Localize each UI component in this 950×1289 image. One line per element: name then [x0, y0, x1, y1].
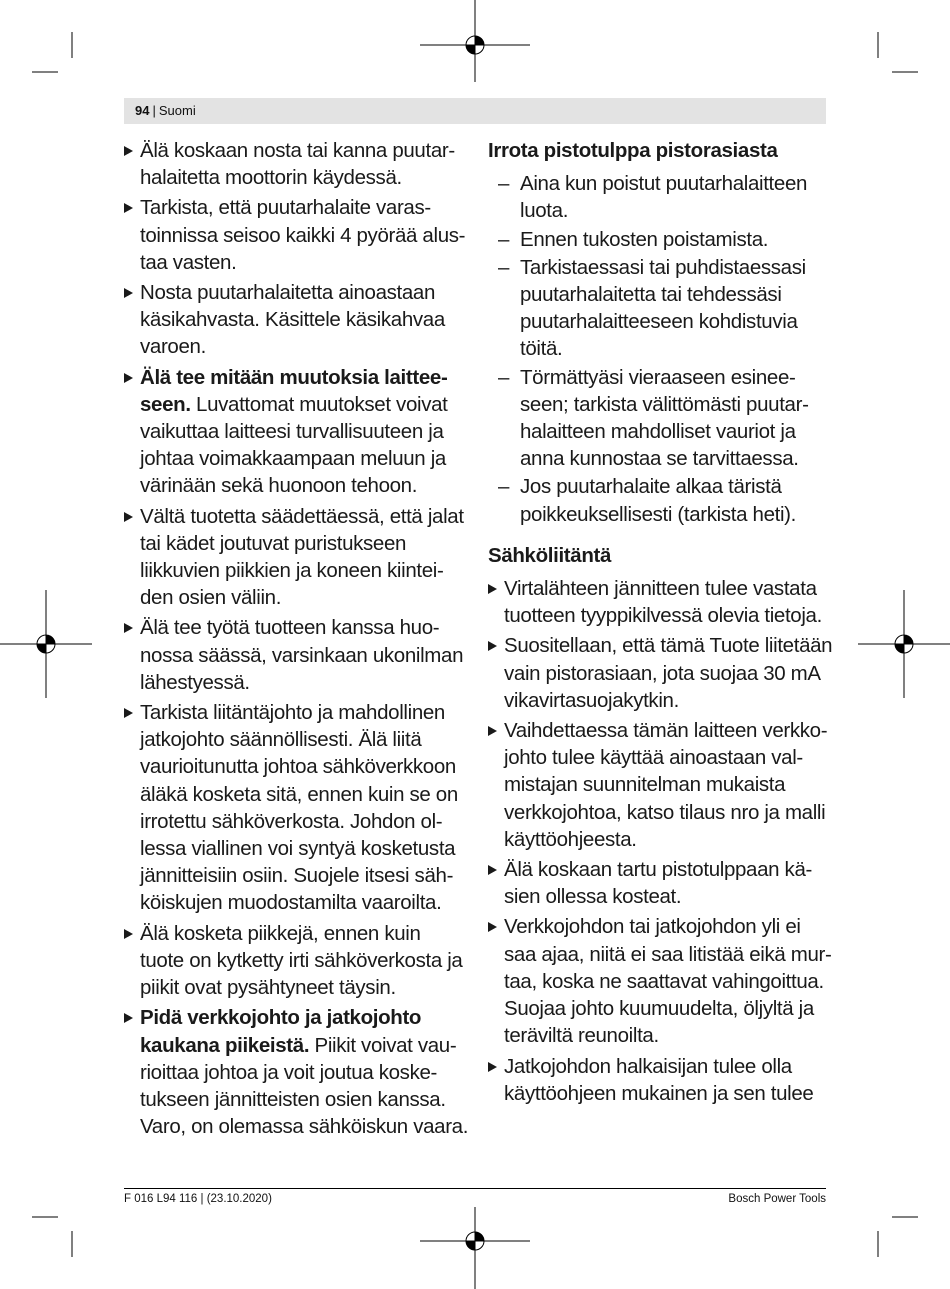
bullet-triangle-icon	[488, 726, 497, 736]
bullet-triangle-icon	[124, 146, 133, 156]
electrical-item: Virtalähteen jännitteen tulee vastata tuotteen tyyppikilvessä olevia tietoja.	[488, 575, 833, 629]
page-number: 94	[135, 103, 150, 118]
safety-item: Älä tee mitään muutoksia laitteeseen. Luvattomat muutokset voivat vaikuttaa laitteesi turvallisuuteen ja johtaa voimakkaampaan meluun ja värinään sekä huonoon tehoon.	[124, 364, 469, 500]
dash-list-item: – Ennen tukosten poistamista.	[498, 227, 769, 251]
safety-item: Älä kosketa piikkejä, ennen kuin tuote on kytketty irti sähköverkosta ja piikit ovat pysähtyneet täysin.	[124, 920, 469, 1002]
bullet-triangle-icon	[488, 641, 497, 651]
bullet-triangle-icon	[124, 708, 133, 718]
bullet-triangle-icon	[124, 512, 133, 522]
electrical-item: Suositellaan, että tämä Tuote liitetään vain pistorasiaan, jota suojaa 30 mA vikavirtasuojakytkin.	[488, 632, 833, 714]
item-bold-lead: Älä tee mitään muutoksia laitteeseen.	[140, 365, 448, 416]
safety-item: Älä tee työtä tuotteen kanssa huonossa säässä, varsinkaan ukonilman lähestyessä.	[124, 614, 469, 696]
left-column	[124, 137, 469, 1143]
footer-rule	[124, 1188, 826, 1189]
document-code: F 016 L94 116 | (23.10.2020)	[124, 1193, 272, 1205]
page-header: 94 | Suomi	[135, 103, 196, 118]
bullet-triangle-icon	[488, 1062, 497, 1072]
bullet-triangle-icon	[124, 203, 133, 213]
electrical-item: Vaihdettaessa tämän laitteen verkkojohto tulee käyttää ainoastaan valmistajan suunnitelman mukaista verkkojohtoa, katso tilaus nro ja malli käyttöohjeesta.	[488, 717, 833, 853]
brand-label: Bosch Power Tools	[728, 1193, 826, 1205]
section-heading-unplug: Irrota pistotulppa pistorasiasta	[488, 139, 778, 162]
safety-item: Älä koskaan nosta tai kanna puutarhalaitetta moottorin käydessä.	[124, 137, 469, 191]
bullet-triangle-icon	[124, 288, 133, 298]
bullet-triangle-icon	[124, 373, 133, 383]
safety-item: Pidä verkkojohto ja jatkojohto kaukana piikeistä. Piikit voivat vaurioittaa johtoa ja voit joutua kosketukseen jännitteisten osien kanssa. Varo, on olemassa sähköiskun vaara.	[124, 1004, 469, 1140]
bullet-triangle-icon	[124, 929, 133, 939]
safety-item: Nosta puutarhalaitetta ainoastaan käsikahvasta. Käsittele käsikahvaa varoen.	[124, 279, 469, 361]
dash-list-item: – Aina kun poistut puutarhalaitteen luota.	[498, 172, 808, 223]
section-heading-electrical: Sähköliitäntä	[488, 543, 612, 567]
bullet-triangle-icon	[124, 1013, 133, 1023]
safety-item: Tarkista, että puutarhalaite varastoinnissa seisoo kaikki 4 pyörää alustaa vasten.	[124, 194, 469, 276]
dash-list-item: – Törmättyäsi vieraaseen esineeseen; tarkista välittömästi puutarhalaitteen mahdolliset vauriot ja anna kunnostaa se tarvittaessa.	[498, 365, 809, 471]
bullet-triangle-icon	[488, 584, 497, 594]
item-bold-lead: Pidä verkkojohto ja jatkojohto kaukana piikeistä.	[140, 1006, 422, 1057]
safety-item: Vältä tuotetta säädettäessä, että jalat tai kädet joutuvat puristukseen liikkuvien piikkien ja koneen kiinteiden osien väliin.	[124, 503, 469, 612]
electrical-item: Verkkojohdon tai jatkojohdon yli ei saa ajaa, niitä ei saa litistää eikä murtaa, koska ne saattavat vahingoittua. Suojaa johto kuumuudelta, öljyltä ja teräviltä reunoilta.	[488, 913, 833, 1049]
dash-list-item: – Jos puutarhalaite alkaa täristä poikkeuksellisesti (tarkista heti).	[498, 475, 796, 526]
safety-item: Tarkista liitäntäjohto ja mahdollinen jatkojohto säännöllisesti. Älä liitä vaurioitunutta johtoa sähköverkkoon äläkä kosketa sitä, ennen kuin se on irrotettu sähköverkosta. Johdon ollessa viallinen voi syntyä kosketusta jännitteisiin osiin. Suojele itsesi sähköiskujen muodostamilta vaaroilta.	[124, 699, 469, 917]
bullet-triangle-icon	[488, 865, 497, 875]
dash-list-item: – Tarkistaessasi tai puhdistaessasi puutarhalaitetta tai tehdessäsi puutarhalaitteeseen kohdistuvia töitä.	[498, 255, 806, 361]
electrical-item: Älä koskaan tartu pistotulppaan käsien ollessa kosteat.	[488, 856, 833, 910]
bullet-triangle-icon	[124, 623, 133, 633]
language-label: Suomi	[158, 103, 196, 118]
electrical-item: Jatkojohdon halkaisijan tulee olla käyttöohjeen mukainen ja sen tulee	[488, 1053, 833, 1107]
header-bar	[124, 98, 826, 124]
bullet-triangle-icon	[488, 922, 497, 932]
right-column	[488, 137, 833, 1110]
